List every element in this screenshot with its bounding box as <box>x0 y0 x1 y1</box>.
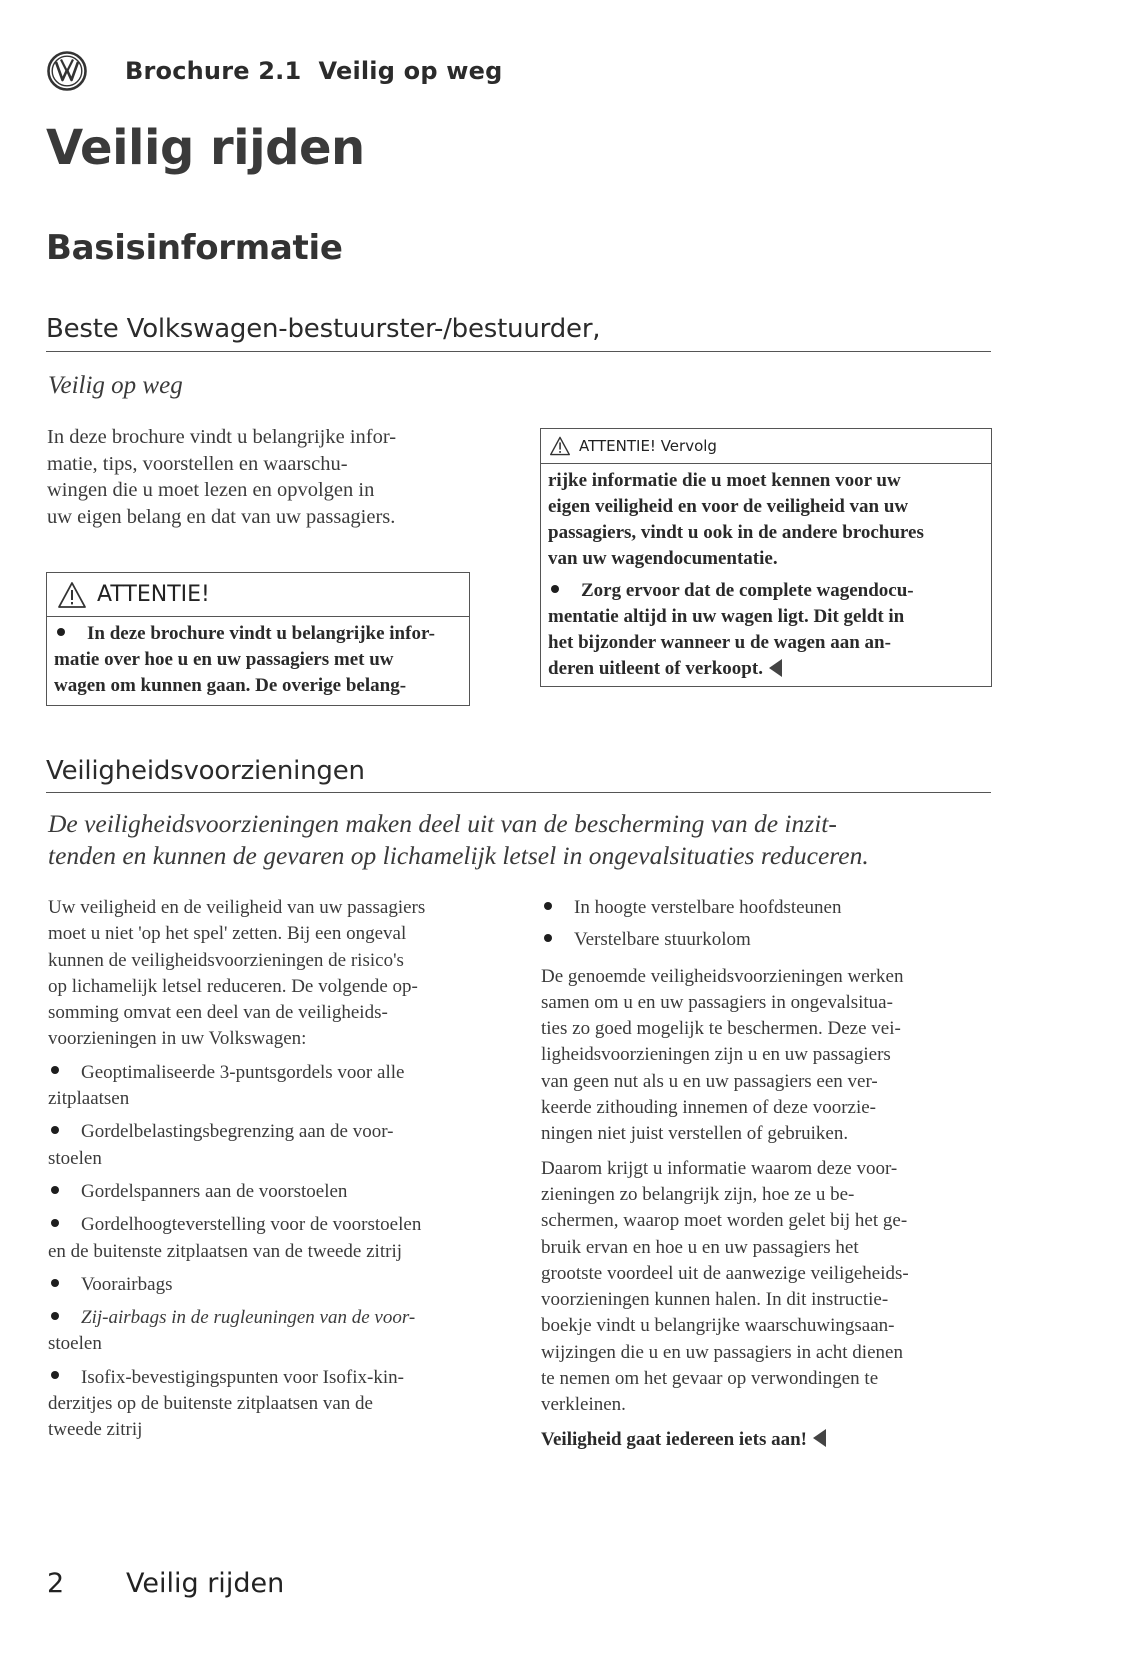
bullet-icon <box>51 1219 59 1227</box>
list-item: Gordelhoogteverstelling voor de voorstoelen en de buitenste zitplaatsen van de tweede zitrij <box>48 1214 422 1262</box>
list-item: Gordelbelastingsbegrenzing aan de voor- stoelen <box>48 1121 394 1169</box>
list-item: Voorairbags <box>48 1272 508 1298</box>
bullet-icon <box>51 1279 59 1287</box>
warning-body: rijke informatie die u moet kennen voor uw eigen veiligheid en voor de veiligheid van uw passagiers, vindt u ook in de andere brochures van uw wagendocumentatie. Zorg ervoor dat de complete wagendocu- mentatie altijd in uw wagen ligt. Dit geldt in het bijzonder wanneer u de wagen aan an- deren uitleent of verkoopt. <box>548 470 924 679</box>
brochure-header-title: Brochure 2.1 Veilig op weg <box>125 57 503 85</box>
bullet-icon <box>51 1066 59 1074</box>
warning-label: ATTENTIE! <box>97 582 210 607</box>
left-column <box>48 895 508 1451</box>
bullet-icon <box>51 1126 59 1134</box>
right-column <box>541 895 1001 1453</box>
intro-paragraph: Uw veiligheid en de veiligheid van uw passagiers moet u niet 'op het spel' zetten. Bij een ongeval kunnen de veiligheidsvoorzieningen de risico's op lichamelijk letsel reduceren. De volgende op- somming omvat een deel van de veiligheids- voorzieningen in uw Volkswagen: <box>48 897 426 1050</box>
bullet-icon <box>57 628 65 636</box>
page-title: Veilig rijden <box>46 120 365 176</box>
list-item: Isofix-bevestigingspunten voor Isofix-kin- derzitjes op de buitenste zitplaatsen van de tweede zitrij <box>48 1366 404 1441</box>
warning-label: ATTENTIE! Vervolg <box>579 437 717 455</box>
paragraph: Daarom krijgt u informatie waarom deze voor- zieningen zo belangrijk zijn, hoe ze u be- schermen, waarop moet worden gelet bij het ge- bruik ervan en hoe u en uw passagiers het grootste voordeel uit de aanwezige veiligeheids- voorzieningen kunnen halen. In dit instructie- boekje vindt u belangrijke waarschuwingsaan- wijzingen die u en uw passagiers in acht dienen te nemen om het gevaar op verwondingen te verkleinen. <box>541 1157 909 1416</box>
page-subtitle: Basisinformatie <box>46 228 343 268</box>
closing-statement: Veiligheid gaat iedereen iets aan! <box>541 1427 1001 1453</box>
bullet-icon <box>544 934 552 942</box>
page-number: 2 <box>47 1568 65 1599</box>
back-arrow-icon <box>813 1429 826 1447</box>
section-lead: De veiligheidsvoorzieningen maken deel uit van de bescherming van de inzit- tenden en kunnen de gevaren op lichamelijk letsel in ongevalsituaties reduceren. <box>48 809 869 870</box>
warning-triangle-icon <box>57 581 87 609</box>
bullet-icon <box>51 1186 59 1194</box>
safety-features-list-continued <box>541 895 1001 954</box>
bullet-icon <box>544 902 552 910</box>
list-item: Geoptimaliseerde 3-puntsgordels voor alle zitplaatsen <box>48 1061 405 1110</box>
warning-header <box>47 573 469 617</box>
warning-box-continued <box>540 428 992 687</box>
vw-logo-icon <box>47 51 87 91</box>
list-item: Verstelbare stuurkolom <box>541 927 1001 953</box>
paragraph: De genoemde veiligheidsvoorzieningen werken samen om u en uw passagiers in ongevalsitua- ties zo goed mogelijk te beschermen. Deze vei- ligheidsvoorzieningen zijn u en uw passagiers van geen nut als u en uw passagiers een ver- keerde zithouding innemen of deze voorzie- ningen niet juist verstellen of gebruiken. <box>541 965 904 1145</box>
section-rule <box>46 351 991 352</box>
warning-box <box>46 572 470 706</box>
bullet-icon <box>51 1312 59 1320</box>
footer-chapter-title: Veilig rijden <box>126 1568 285 1599</box>
back-arrow-icon <box>769 659 782 677</box>
safety-features-list <box>48 1060 508 1444</box>
section-lead: Veilig op weg <box>48 372 183 399</box>
bullet-icon <box>51 1371 59 1379</box>
warning-body: In deze brochure vindt u belangrijke infor- matie over hoe u en uw passagiers met uw wagen om kunnen gaan. De overige belang- <box>54 623 435 696</box>
list-item: In hoogte verstelbare hoofdsteunen <box>541 895 1001 921</box>
warning-header <box>541 429 991 464</box>
intro-paragraph: In deze brochure vindt u belangrijke infor- matie, tips, voorstellen en waarschu- wingen die u moet lezen en opvolgen in uw eigen belang en dat van uw passagiers. <box>47 426 397 528</box>
section-heading-greeting: Beste Volkswagen-bestuurster-/bestuurder, <box>46 314 601 344</box>
list-item: Zij-airbags in de rugleuningen van de voor- stoelen <box>48 1307 416 1355</box>
section-rule <box>46 792 991 793</box>
list-item: Gordelspanners aan de voorstoelen <box>48 1179 508 1205</box>
warning-triangle-icon <box>549 436 571 456</box>
section-heading-safety-features: Veiligheidsvoorzieningen <box>46 756 365 786</box>
bullet-icon <box>551 585 559 593</box>
